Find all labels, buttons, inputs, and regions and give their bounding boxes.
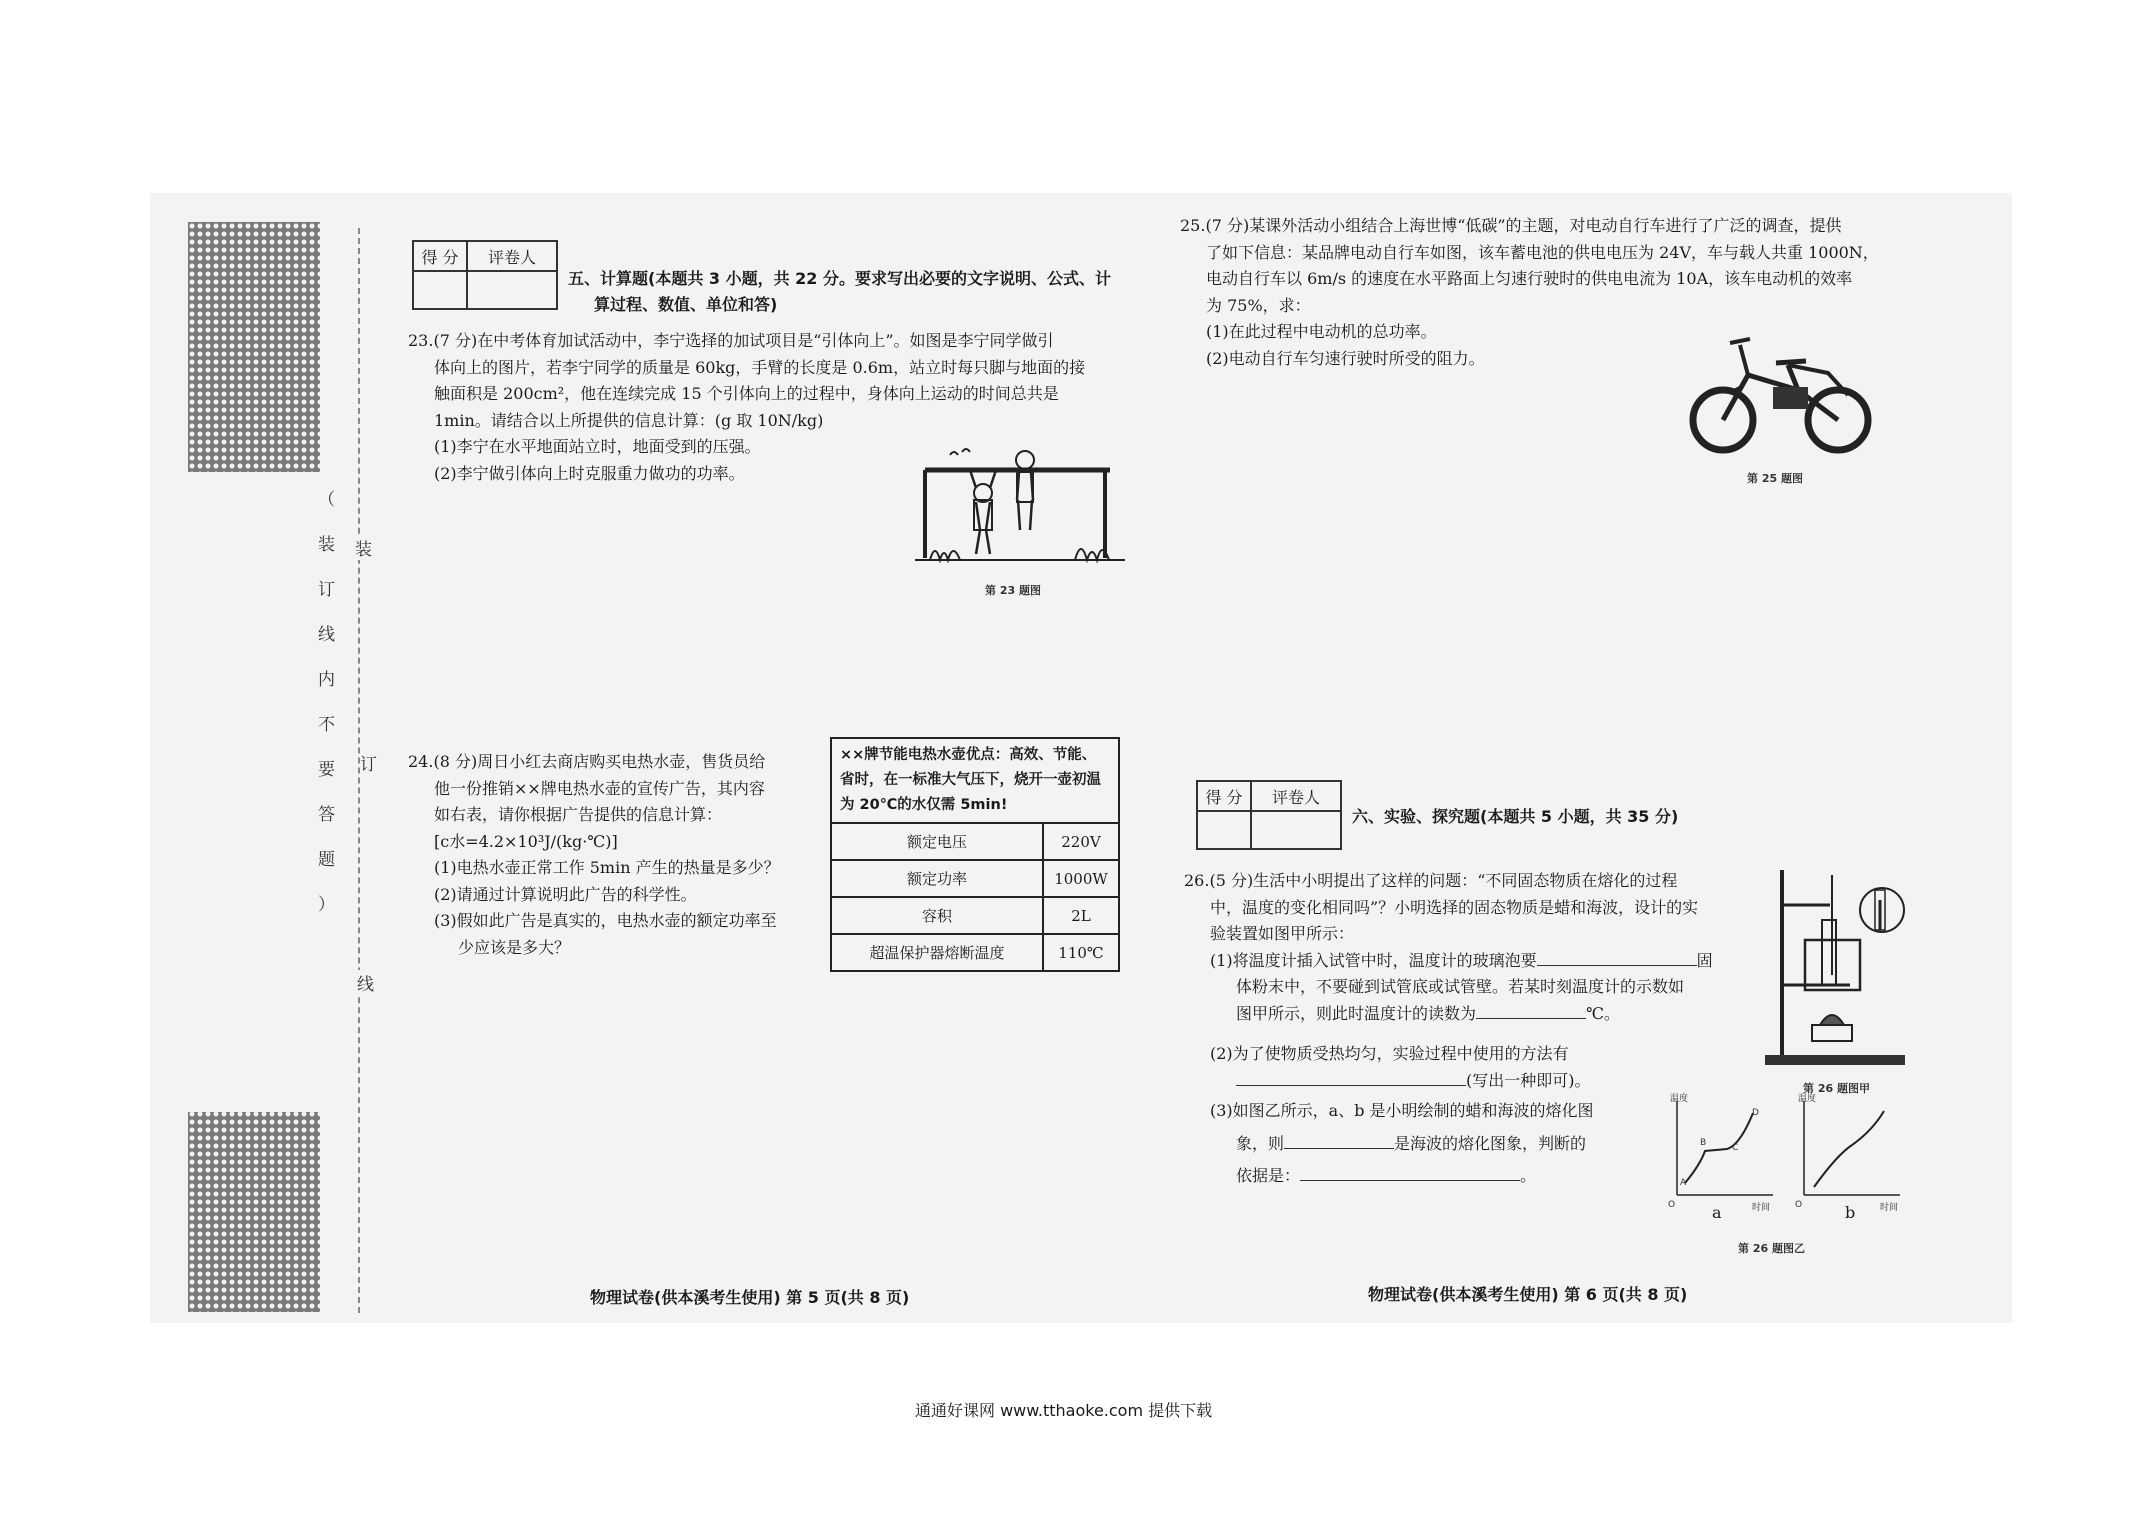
grader-label: 评卷人 [1251,781,1341,811]
graph-b-name: b [1845,1203,1856,1222]
ebike-illustration [1688,325,1873,460]
graph-a-point-label: A [1680,1178,1687,1188]
binding-char: 装 [318,535,335,555]
q25-part2: (2)电动自行车匀速行驶时所受的阻力。 [1206,348,1485,368]
melting-apparatus-illustration [1760,865,1910,1075]
q23-line3: 触面积是 200cm²，他在连续完成 15 个引体向上的过程中，身体向上运动的时间总共是 [434,384,1059,403]
q26-part3-line1: (3)如图乙所示，a、b 是小明绘制的蜡和海波的熔化图 [1210,1101,1594,1120]
binding-text-gap [188,472,320,1112]
binding-char: 答 [318,805,335,825]
q24-line1: 24.(8 分)周日小红去商店购买电热水壶，售货员给 [408,752,766,771]
q26-part3-text: 依据是： [1236,1166,1301,1185]
q26-line2: 中，温度的变化相同吗”？小明选择的固态物质是蜡和海波，设计的实 [1210,897,1699,917]
q26-part2-line1: (2)为了使物质受热均匀，实验过程中使用的方法有 [1210,1044,1569,1063]
spec-value: 2L [1043,897,1119,934]
question-24 [408,749,780,961]
binding-char: 线 [357,970,374,995]
binding-char: 内 [318,670,335,690]
graph-a-ylabel: 温度 [1670,1094,1689,1104]
q25-line3: 电动自行车以 6m/s 的速度在水平路面上匀速行驶时的供电电流为 10A，该车电动机的效率 [1206,269,1853,288]
q26-figure-b-caption: 第 26 题图乙 [1738,1242,1805,1255]
kettle-ad-header: ××牌节能电热水壶优点：高效、节能、省时，在一标准大气压下，烧开一壶初温为 20℃的水仅需 5min! [831,738,1119,823]
q26-part3-text: 。 [1520,1166,1537,1185]
q25-line4: 为 75%，求： [1206,295,1311,315]
q25-part1: (1)在此过程中电动机的总功率。 [1206,322,1437,341]
q25-figure-caption: 第 25 题图 [1747,472,1803,485]
graph-a-point-label: B [1700,1138,1707,1148]
pullup-illustration [910,430,1130,570]
q23-line4: 1min。请结合以上所提供的信息计算：(g 取 10N/kg) [434,410,824,430]
section6-title: 六、实验、探究题(本题共 5 小题，共 35 分) [1352,807,1679,826]
spec-key: 额定功率 [831,860,1043,897]
score-cell [1197,811,1251,849]
answer-blank[interactable] [1284,1148,1394,1149]
section5-title-line2: 算过程、数值、单位和答) [594,295,778,314]
binding-char: 题 [318,850,335,870]
grader-label: 评卷人 [467,241,557,271]
grader-cell [467,271,557,309]
q26-part3-text: 是海波的熔化图象，判断的 [1394,1133,1587,1153]
spec-key: 容积 [831,897,1043,934]
answer-blank[interactable] [1476,1018,1586,1019]
table-row [831,897,1119,934]
right-page-footer: 物理试卷(供本溪考生使用) 第 6 页(共 8 页) [1368,1285,1688,1304]
binding-char: ） [318,895,335,915]
graph-a-point-label: C [1732,1143,1739,1153]
binding-char: 装 [355,535,372,560]
q26-part1-line3 [1184,1001,1713,1028]
q23-part2: (2)李宁做引体向上时克服重力做功的功率。 [434,463,745,483]
melting-graph-a [1665,1095,1780,1210]
score-label: 得 分 [413,241,467,271]
table-row [831,934,1119,971]
q26-part1-text: (1)将温度计插入试管中时，温度计的玻璃泡要 [1210,950,1537,970]
left-page-footer: 物理试卷(供本溪考生使用) 第 5 页(共 8 页) [590,1288,910,1307]
score-box-left [412,240,558,310]
answer-blank[interactable] [1236,1085,1466,1086]
q26-part1-line2: 体粉末中，不要碰到试管底或试管壁。若某时刻温度计的示数如 [1236,977,1685,996]
q26-line1: 26.(5 分)生活中小明提出了这样的问题：“不同固态物质在熔化的过程 [1184,871,1678,890]
q23-line2: 体向上的图片，若李宁同学的质量是 60kg，手臂的长度是 0.6m，站立时每只脚与地面的接 [434,357,1086,377]
q26-part3-line3 [1184,1163,1713,1190]
spec-key: 额定电压 [831,823,1043,860]
section5-title-line1: 五、计算题(本题共 3 小题，共 22 分。要求写出必要的文字说明、公式、计 [568,269,1111,288]
q26-figure-a-caption: 第 26 题图甲 [1803,1082,1870,1095]
q24-part2: (2)请通过计算说明此广告的科学性。 [434,884,697,904]
q26-part3-line2 [1184,1131,1713,1158]
spec-key: 超温保护器熔断温度 [831,934,1043,971]
q24-line4: [c水=4.2×10³J/(kg·℃)] [434,831,618,851]
q26-part2-line2 [1184,1068,1713,1095]
spec-value: 1000W [1043,860,1119,897]
answer-blank[interactable] [1537,965,1697,966]
graph-a-point-label: D [1752,1108,1759,1118]
q26-line3: 验装置如图甲所示： [1210,924,1355,943]
graph-b-xlabel: 时间 [1880,1203,1899,1213]
binding-char: 订 [360,750,377,775]
binding-char: 要 [318,760,335,780]
table-row [831,860,1119,897]
graph-a-origin: O [1668,1200,1676,1210]
score-box-right [1196,780,1342,850]
score-label: 得 分 [1197,781,1251,811]
binding-char: 订 [318,580,335,600]
melting-graph-b [1792,1095,1907,1210]
graph-a-xlabel: 时间 [1752,1203,1771,1213]
grader-cell [1251,811,1341,849]
binding-char: 不 [318,715,335,735]
graph-b-ylabel: 温度 [1798,1094,1817,1104]
q25-line2: 了如下信息：某品牌电动自行车如图，该车蓄电池的供电电压为 24V，车与载人共重 1000N， [1206,242,1879,262]
q26-part1-text: ℃。 [1586,1003,1620,1023]
section5-title [568,266,1111,318]
q24-part1: (1)电热水壶正常工作 5min 产生的热量是多少？ [434,858,780,877]
kettle-ad-table [830,737,1120,972]
q24-line2: 他一份推销××牌电热水壶的宣传广告，其内容 [434,778,765,798]
q26-part2-text: (写出一种即可)。 [1466,1070,1591,1090]
q23-line1: 23.(7 分)在中考体育加试活动中，李宁选择的加试项目是“引体向上”。如图是李宁同学做引 [408,331,1054,350]
q24-part3: (3)假如此广告是真实的，电热水壶的额定功率至 [434,911,777,930]
q26-part1-text: 固 [1696,950,1713,970]
graph-a-name: a [1712,1203,1722,1222]
binding-char: （ [318,490,335,510]
q26-part3-text: 象，则 [1236,1133,1285,1153]
spec-value: 110℃ [1043,934,1119,971]
spec-value: 220V [1043,823,1119,860]
q23-figure-caption: 第 23 题图 [985,584,1041,597]
graph-b-origin: O [1795,1200,1803,1210]
binding-char: 线 [318,625,335,645]
q24-line3: 如右表，请你根据广告提供的信息计算： [434,805,723,824]
question-26 [1184,868,1713,1190]
download-credit: 通通好课网 www.tthaoke.com 提供下载 [915,1401,1213,1420]
q26-part1-text: 图甲所示，则此时温度计的读数为 [1236,1003,1477,1023]
q24-part3-cont: 少应该是多大？ [458,937,571,957]
score-cell [413,271,467,309]
q23-part1: (1)李宁在水平地面站立时，地面受到的压强。 [434,437,761,456]
table-row [831,823,1119,860]
q25-line1: 25.(7 分)某课外活动小组结合上海世博“低碳”的主题，对电动自行车进行了广泛的调查，提供 [1180,216,1842,235]
q26-part1-line1 [1184,948,1713,975]
answer-blank[interactable] [1300,1180,1520,1181]
